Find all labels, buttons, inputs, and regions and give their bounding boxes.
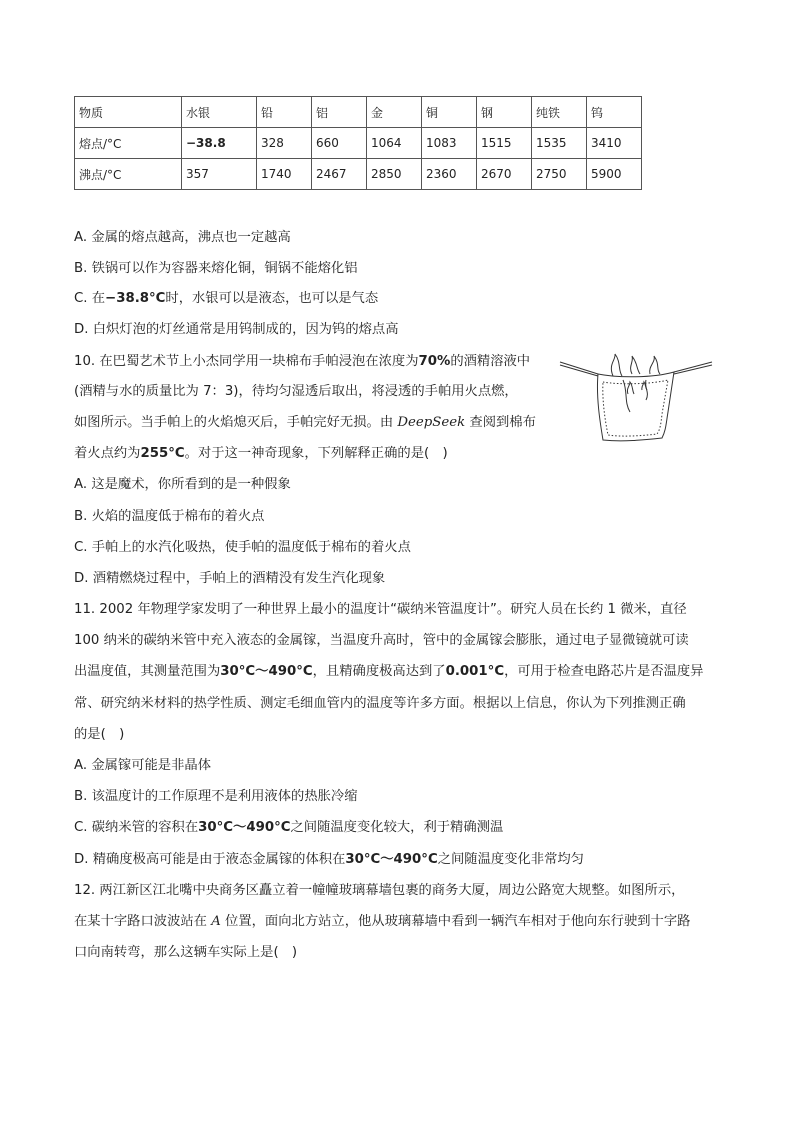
table-cell: 熔点/°C [75, 128, 182, 159]
q11-option-c [74, 819, 503, 837]
table-cell: 357 [182, 159, 257, 190]
q11-stem-line [74, 663, 704, 681]
q11-stem-line: 11. 2002 年物理学家发明了一种世界上最小的温度计“碳纳米管温度计”。研究人员在长约 1 微米，直径 [74, 602, 687, 617]
q11-option-b: B. 该温度计的工作原理不是利用液体的热胀冷缩 [74, 789, 358, 804]
text: 之间随温度变化非常均匀 [437, 852, 584, 867]
table-cell: 2670 [477, 159, 532, 190]
q10-option-a: A. 这是魔术，你所看到的是一种假象 [74, 477, 291, 492]
table-cell: 沸点/°C [75, 159, 182, 190]
math-value: 30°C～490°C [198, 820, 291, 835]
table-cell: 铝 [312, 97, 367, 128]
table-cell: 2750 [532, 159, 587, 190]
table-cell: 铜 [422, 97, 477, 128]
math-value: −38.8°C [105, 291, 166, 306]
q9-option-a: A. 金属的熔点越高，沸点也一定越高 [74, 230, 291, 245]
q9-option-b: B. 铁锅可以作为容器来熔化铜，铜锅不能熔化铝 [74, 261, 358, 276]
table-cell: 1064 [367, 128, 422, 159]
table-cell: 金 [367, 97, 422, 128]
q11-stem-line: 常、研究纳米材料的热学性质、测定毛细血管内的温度等许多方面。根据以上信息，你认为下列推测正确 [74, 696, 686, 711]
q9-option-d: D. 白炽灯泡的灯丝通常是用钨制成的，因为钨的熔点高 [74, 322, 399, 337]
q12-stem-line: 12. 两江新区江北嘴中央商务区矗立着一幢幢玻璃幕墙包裹的商务大厦，周边公路宽大规整。如图所示， [74, 883, 685, 898]
text: ，可用于检查电路芯片是否温度异 [504, 664, 704, 679]
table-cell: 1083 [422, 128, 477, 159]
q11-stem-line: 的是( ) [74, 727, 125, 742]
math-value: 70% [418, 354, 451, 369]
q11-option-d [74, 851, 584, 869]
melting-boiling-point-table [74, 96, 642, 190]
table-cell: 328 [257, 128, 312, 159]
math-value: 30°C～490°C [345, 852, 438, 867]
q10-stem-line: (酒精与水的质量比为 7：3)，待均匀湿透后取出，将浸透的手帕用火点燃， [74, 384, 518, 399]
table-cell: 水银 [182, 97, 257, 128]
text: C. 碳纳米管的容积在 [74, 820, 199, 835]
text: 位置，面向北方站立，他从玻璃幕墙中看到一辆汽车相对于他向东行驶到十字路 [220, 914, 691, 929]
q10-stem-line [74, 414, 536, 432]
table-cell: 铅 [257, 97, 312, 128]
math-value: 0.001°C [445, 664, 505, 679]
italic-text: A [211, 914, 221, 929]
table-header-row [75, 97, 642, 128]
table-cell: 1535 [532, 128, 587, 159]
text: 着火点约为 [74, 446, 141, 461]
q9-option-c [74, 290, 378, 308]
q11-stem-line: 100 纳米的碳纳米管中充入液态的金属镓，当温度升高时，管中的金属镓会膨胀，通过电子显微镜就可读 [74, 633, 689, 648]
text: 10. 在巴蜀艺术节上小杰同学用一块棉布手帕浸泡在浓度为 [74, 354, 419, 369]
table-cell: 物质 [75, 97, 182, 128]
table-cell: 2360 [422, 159, 477, 190]
text: C. 在 [74, 291, 106, 306]
text: 出温度值，其测量范围为 [74, 664, 221, 679]
q12-stem-line [74, 913, 690, 931]
text: 的酒精溶液中 [450, 354, 531, 369]
q10-option-b: B. 火焰的温度低于棉布的着火点 [74, 509, 265, 524]
table-cell: 纯铁 [532, 97, 587, 128]
table-cell: 1740 [257, 159, 312, 190]
burning-handkerchief-figure [558, 352, 714, 444]
text: 时，水银可以是液态，也可以是气态 [165, 291, 379, 306]
table-cell: 1515 [477, 128, 532, 159]
italic-text: DeepSeek [397, 415, 466, 430]
table-cell: 3410 [587, 128, 642, 159]
math-value: 30°C～490°C [220, 664, 313, 679]
q10-stem-line [74, 445, 448, 463]
text: D. 精确度极高可能是由于液态金属镓的体积在 [74, 852, 346, 867]
text: ，且精确度极高达到了 [312, 664, 446, 679]
table-row [75, 159, 642, 190]
text: 之间随温度变化较大，利于精确测温 [290, 820, 504, 835]
table-cell: 钨 [587, 97, 642, 128]
text: 查阅到棉布 [465, 415, 536, 430]
table-cell: 5900 [587, 159, 642, 190]
q12-stem-line: 口向南转弯，那么这辆车实际上是( ) [74, 945, 298, 960]
q10-option-c: C. 手帕上的水汽化吸热，使手帕的温度低于棉布的着火点 [74, 540, 411, 555]
math-value: 255°C [140, 446, 185, 461]
table-cell: −38.8 [182, 128, 257, 159]
table-cell: 660 [312, 128, 367, 159]
q10-option-d: D. 酒精燃烧过程中，手帕上的酒精没有发生汽化现象 [74, 571, 386, 586]
q11-option-a: A. 金属镓可能是非晶体 [74, 758, 211, 773]
table-cell: 2850 [367, 159, 422, 190]
text: 。对于这一神奇现象，下列解释正确的是( ) [184, 446, 448, 461]
table-cell: 钢 [477, 97, 532, 128]
table-cell: 2467 [312, 159, 367, 190]
text: 如图所示。当手帕上的火焰熄灭后，手帕完好无损。由 [74, 415, 398, 430]
text: 在某十字路口波波站在 [74, 914, 212, 929]
q10-stem-line [74, 353, 530, 371]
table-row [75, 128, 642, 159]
